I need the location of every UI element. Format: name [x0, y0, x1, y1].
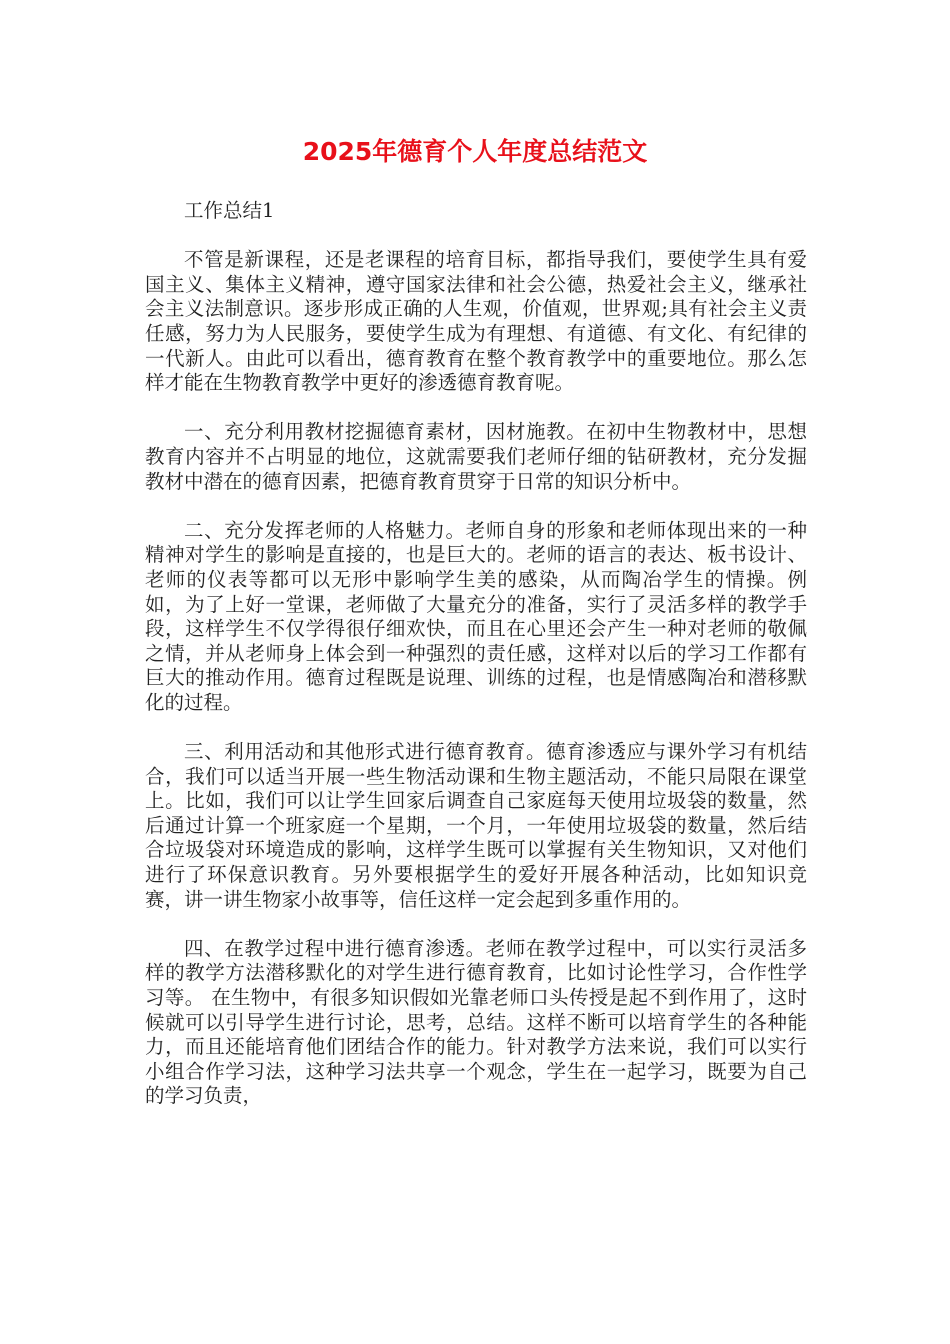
paragraph-point-4: 四、在教学过程中进行德育渗透。老师在教学过程中，可以实行灵活多样的教学方法潜移默化的对学生进行德育教育，比如讨论性学习，合作性学习等。 在生物中，有很多知识假如光靠老师口头传授是起不到作用了，这时候就可以引导学生进行讨论，思考，总结。这样不断可以培育学生的各种能力，而且还能培育他们团结合作的能力。针对教学方法来说，我们可以实行小组合作学习法，这种学习法共享一个观念，学生在一起学习，既要为自己的学习负责， — [145, 936, 807, 1108]
paragraph-intro: 不管是新课程，还是老课程的培育目标，都指导我们，要使学生具有爱国主义、集体主义精神，遵守国家法律和社会公德，热爱社会主义，继承社会主义法制意识。逐步形成正确的人生观，价值观，世界观;具有社会主义责任感，努力为人民服务，要使学生成为有理想、有道德、有文化、有纪律的一代新人。由此可以看出，德育教育在整个教育教学中的重要地位。那么怎样才能在生物教育教学中更好的渗透德育教育呢。 — [145, 248, 807, 395]
section-heading: 工作总结1 — [184, 199, 275, 222]
paragraph-point-2: 二、充分发挥老师的人格魅力。老师自身的形象和老师体现出来的一种精神对学生的影响是直接的，也是巨大的。老师的语言的表达、板书设计、老师的仪表等都可以无形中影响学生美的感染，从而陶冶学生的情操。例如，为了上好一堂课，老师做了大量充分的准备，实行了灵活多样的教学手段，这样学生不仅学得很仔细欢快，而且在心里还会产生一种对老师的敬佩之情，并从老师身上体会到一种强烈的责任感，这样对以后的学习工作都有巨大的推动作用。德育过程既是说理、训练的过程，也是情感陶冶和潜移默化的过程。 — [145, 518, 807, 714]
document-title: 2025年德育个人年度总结范文 — [302, 137, 648, 166]
paragraph-point-1: 一、充分利用教材挖掘德育素材，因材施教。在初中生物教材中，思想教育内容并不占明显的地位，这就需要我们老师仔细的钻研教材，充分发掘教材中潜在的德育因素，把德育教育贯穿于日常的知识分析中。 — [145, 420, 807, 493]
document-body — [145, 199, 807, 1134]
paragraph-point-3: 三、利用活动和其他形式进行德育教育。德育渗透应与课外学习有机结合，我们可以适当开展一些生物活动课和生物主题活动，不能只局限在课堂上。比如，我们可以让学生回家后调查自己家庭每天使用垃圾袋的数量，然后通过计算一个班家庭一个星期，一个月，一年使用垃圾袋的数量，然后结合垃圾袋对环境造成的影响，这样学生既可以掌握有关生物知识，又对他们进行了环保意识教育。另外要根据学生的爱好开展各种活动，比如知识竞赛，讲一讲生物家小故事等，信任这样一定会起到多重作用的。 — [145, 740, 807, 911]
